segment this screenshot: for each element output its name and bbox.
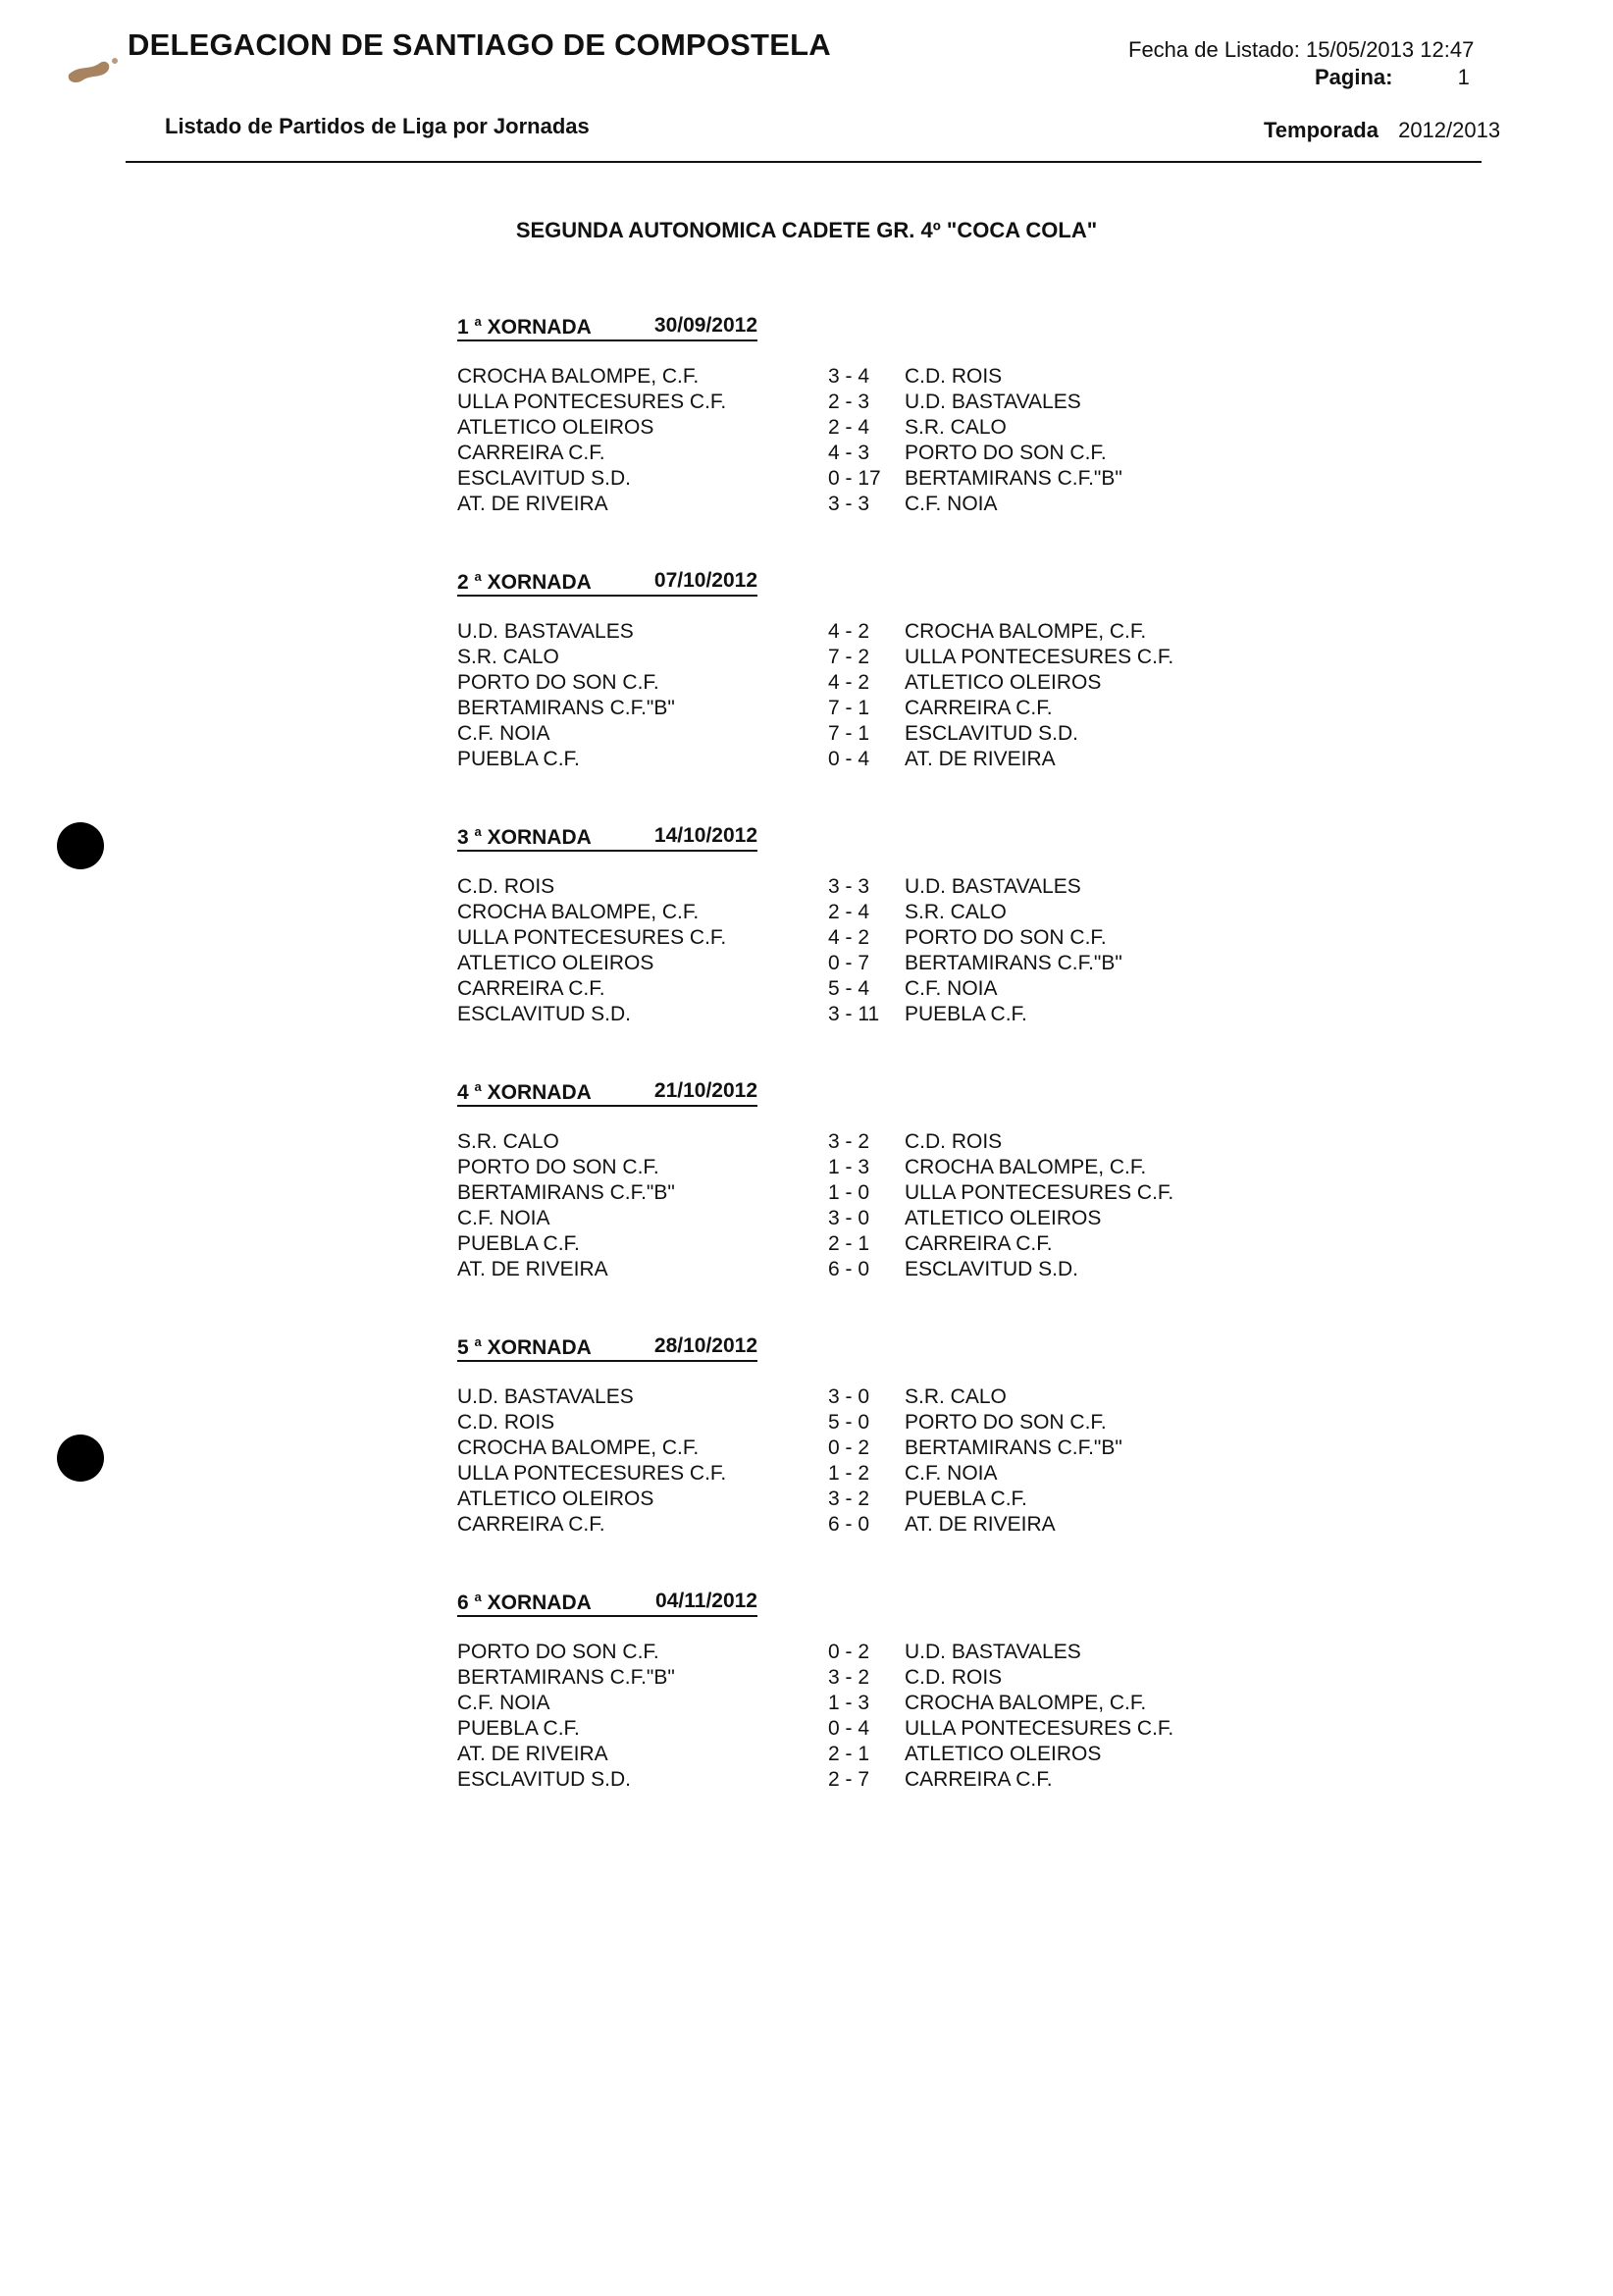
away-team: PORTO DO SON C.F. <box>905 926 1107 949</box>
away-team: C.D. ROIS <box>905 365 1003 388</box>
home-team: C.F. NOIA <box>457 1692 550 1714</box>
home-team: CARREIRA C.F. <box>457 442 605 464</box>
away-team: CARREIRA C.F. <box>905 697 1053 719</box>
competition-title: SEGUNDA AUTONOMICA CADETE GR. 4º "COCA COLA" <box>515 218 1098 242</box>
away-team: C.D. ROIS <box>905 1666 1003 1689</box>
round-date: 14/10/2012 <box>653 824 757 847</box>
away-team: ESCLAVITUD S.D. <box>905 1258 1078 1280</box>
away-team: CROCHA BALOMPE, C.F. <box>905 620 1147 643</box>
round-number: 3 $^a$ XORNADA <box>457 824 592 849</box>
home-team: CROCHA BALOMPE, C.F. <box>457 1436 700 1459</box>
away-team: ULLA PONTECESURES C.F. <box>905 1181 1174 1204</box>
match-score: 3 - 2 <box>828 1666 870 1689</box>
round-header <box>457 1079 757 1107</box>
round-date: 21/10/2012 <box>653 1079 757 1102</box>
home-team: C.D. ROIS <box>457 875 555 898</box>
home-team: ESCLAVITUD S.D. <box>457 1768 631 1791</box>
round-number: 6 $^a$ XORNADA <box>457 1590 592 1614</box>
match-score: 2 - 4 <box>828 416 870 439</box>
home-team: S.R. CALO <box>457 1130 559 1153</box>
match-score: 4 - 3 <box>828 442 870 464</box>
home-team: CARREIRA C.F. <box>457 1513 605 1536</box>
home-team: ULLA PONTECESURES C.F. <box>457 391 727 413</box>
away-team: U.D. BASTAVALES <box>905 875 1081 898</box>
home-team: PUEBLA C.F. <box>457 1717 580 1740</box>
round-header <box>457 314 757 341</box>
punch-hole <box>57 1435 104 1482</box>
round-number: 5 $^a$ XORNADA <box>457 1334 592 1359</box>
home-team: ATLETICO OLEIROS <box>457 1487 654 1510</box>
home-team: BERTAMIRANS C.F."B" <box>457 697 675 719</box>
round-date: 30/09/2012 <box>653 314 757 337</box>
away-team: ATLETICO OLEIROS <box>905 1743 1102 1765</box>
match-score: 3 - 4 <box>828 365 870 388</box>
away-team: CARREIRA C.F. <box>905 1768 1053 1791</box>
match-score: 1 - 0 <box>828 1181 870 1204</box>
match-score: 3 - 0 <box>828 1207 870 1229</box>
match-score: 2 - 7 <box>828 1768 870 1791</box>
home-team: PORTO DO SON C.F. <box>457 1641 659 1663</box>
organization-title: DELEGACION DE SANTIAGO DE COMPOSTELA <box>128 27 831 62</box>
home-team: BERTAMIRANS C.F."B" <box>457 1666 675 1689</box>
match-score: 5 - 4 <box>828 977 870 1000</box>
match-score: 0 - 2 <box>828 1641 870 1663</box>
round-date: 04/11/2012 <box>655 1590 757 1612</box>
match-score: 3 - 11 <box>828 1003 880 1025</box>
round-date: 28/10/2012 <box>653 1334 757 1357</box>
away-team: C.D. ROIS <box>905 1130 1003 1153</box>
round-header <box>457 1334 757 1362</box>
match-score: 7 - 1 <box>828 697 870 719</box>
match-score: 0 - 17 <box>828 467 881 490</box>
away-team: C.F. NOIA <box>905 1462 998 1485</box>
home-team: PUEBLA C.F. <box>457 748 580 770</box>
away-team: U.D. BASTAVALES <box>905 1641 1081 1663</box>
match-score: 1 - 3 <box>828 1156 870 1178</box>
ink-stain <box>61 51 130 90</box>
home-team: ATLETICO OLEIROS <box>457 416 654 439</box>
home-team: AT. DE RIVEIRA <box>457 493 608 515</box>
listing-date <box>1128 37 1474 63</box>
home-team: PORTO DO SON C.F. <box>457 671 659 694</box>
away-team: U.D. BASTAVALES <box>905 391 1081 413</box>
match-score: 3 - 3 <box>828 875 870 898</box>
away-team: CROCHA BALOMPE, C.F. <box>905 1156 1147 1178</box>
away-team: PORTO DO SON C.F. <box>905 442 1107 464</box>
round-header <box>457 1590 757 1617</box>
home-team: C.F. NOIA <box>457 1207 550 1229</box>
match-score: 3 - 2 <box>828 1487 870 1510</box>
page-number <box>1315 65 1470 90</box>
home-team: ESCLAVITUD S.D. <box>457 467 631 490</box>
home-team: CARREIRA C.F. <box>457 977 605 1000</box>
away-team: C.F. NOIA <box>905 977 998 1000</box>
match-score: 6 - 0 <box>828 1258 870 1280</box>
match-score: 1 - 2 <box>828 1462 870 1485</box>
match-score: 0 - 4 <box>828 748 870 770</box>
season-value: 2012/2013 <box>1398 118 1501 142</box>
match-score: 4 - 2 <box>828 671 870 694</box>
away-team: S.R. CALO <box>905 901 1007 923</box>
away-team: AT. DE RIVEIRA <box>905 1513 1056 1536</box>
match-score: 3 - 2 <box>828 1130 870 1153</box>
home-team: AT. DE RIVEIRA <box>457 1743 608 1765</box>
home-team: C.F. NOIA <box>457 722 550 745</box>
home-team: ULLA PONTECESURES C.F. <box>457 926 727 949</box>
header-divider <box>126 161 1482 163</box>
home-team: BERTAMIRANS C.F."B" <box>457 1181 675 1204</box>
home-team: CROCHA BALOMPE, C.F. <box>457 365 700 388</box>
home-team: PUEBLA C.F. <box>457 1232 580 1255</box>
home-team: U.D. BASTAVALES <box>457 1385 634 1408</box>
away-team: PORTO DO SON C.F. <box>905 1411 1107 1434</box>
away-team: ATLETICO OLEIROS <box>905 671 1102 694</box>
listing-date-value: 15/05/2013 12:47 <box>1306 37 1475 62</box>
away-team: S.R. CALO <box>905 1385 1007 1408</box>
match-score: 0 - 2 <box>828 1436 870 1459</box>
home-team: ATLETICO OLEIROS <box>457 952 654 974</box>
match-score: 0 - 4 <box>828 1717 870 1740</box>
home-team: S.R. CALO <box>457 646 559 668</box>
away-team: CARREIRA C.F. <box>905 1232 1053 1255</box>
home-team: PORTO DO SON C.F. <box>457 1156 659 1178</box>
away-team: ULLA PONTECESURES C.F. <box>905 646 1174 668</box>
away-team: ULLA PONTECESURES C.F. <box>905 1717 1174 1740</box>
away-team: BERTAMIRANS C.F."B" <box>905 952 1122 974</box>
match-score: 7 - 1 <box>828 722 870 745</box>
away-team: PUEBLA C.F. <box>905 1487 1027 1510</box>
home-team: C.D. ROIS <box>457 1411 555 1434</box>
away-team: PUEBLA C.F. <box>905 1003 1027 1025</box>
listing-subtitle: Listado de Partidos de Liga por Jornadas <box>165 114 590 138</box>
away-team: AT. DE RIVEIRA <box>905 748 1056 770</box>
match-score: 2 - 4 <box>828 901 870 923</box>
round-header <box>457 569 757 597</box>
punch-hole <box>57 822 104 869</box>
away-team: C.F. NOIA <box>905 493 998 515</box>
match-score: 3 - 0 <box>828 1385 870 1408</box>
match-score: 5 - 0 <box>828 1411 870 1434</box>
match-score: 3 - 3 <box>828 493 870 515</box>
home-team: ULLA PONTECESURES C.F. <box>457 1462 727 1485</box>
season <box>1264 118 1500 143</box>
home-team: AT. DE RIVEIRA <box>457 1258 608 1280</box>
away-team: BERTAMIRANS C.F."B" <box>905 1436 1122 1459</box>
match-score: 4 - 2 <box>828 620 870 643</box>
round-number: 4 $^a$ XORNADA <box>457 1079 592 1104</box>
match-score: 2 - 3 <box>828 391 870 413</box>
match-score: 4 - 2 <box>828 926 870 949</box>
match-score: 7 - 2 <box>828 646 870 668</box>
away-team: ATLETICO OLEIROS <box>905 1207 1102 1229</box>
match-score: 2 - 1 <box>828 1232 870 1255</box>
match-score: 0 - 7 <box>828 952 870 974</box>
page-number-value: 1 <box>1457 65 1470 89</box>
match-score: 2 - 1 <box>828 1743 870 1765</box>
home-team: U.D. BASTAVALES <box>457 620 634 643</box>
home-team: ESCLAVITUD S.D. <box>457 1003 631 1025</box>
away-team: CROCHA BALOMPE, C.F. <box>905 1692 1147 1714</box>
page-number-label: Pagina: <box>1315 65 1393 89</box>
home-team: CROCHA BALOMPE, C.F. <box>457 901 700 923</box>
round-number: 1 $^a$ XORNADA <box>457 314 592 339</box>
round-date: 07/10/2012 <box>653 569 757 592</box>
season-label: Temporada <box>1264 118 1379 142</box>
match-score: 1 - 3 <box>828 1692 870 1714</box>
match-score: 6 - 0 <box>828 1513 870 1536</box>
away-team: S.R. CALO <box>905 416 1007 439</box>
round-header <box>457 824 757 852</box>
away-team: BERTAMIRANS C.F."B" <box>905 467 1122 490</box>
round-number: 2 $^a$ XORNADA <box>457 569 592 594</box>
away-team: ESCLAVITUD S.D. <box>905 722 1078 745</box>
listing-date-label: Fecha de Listado: <box>1128 37 1300 62</box>
